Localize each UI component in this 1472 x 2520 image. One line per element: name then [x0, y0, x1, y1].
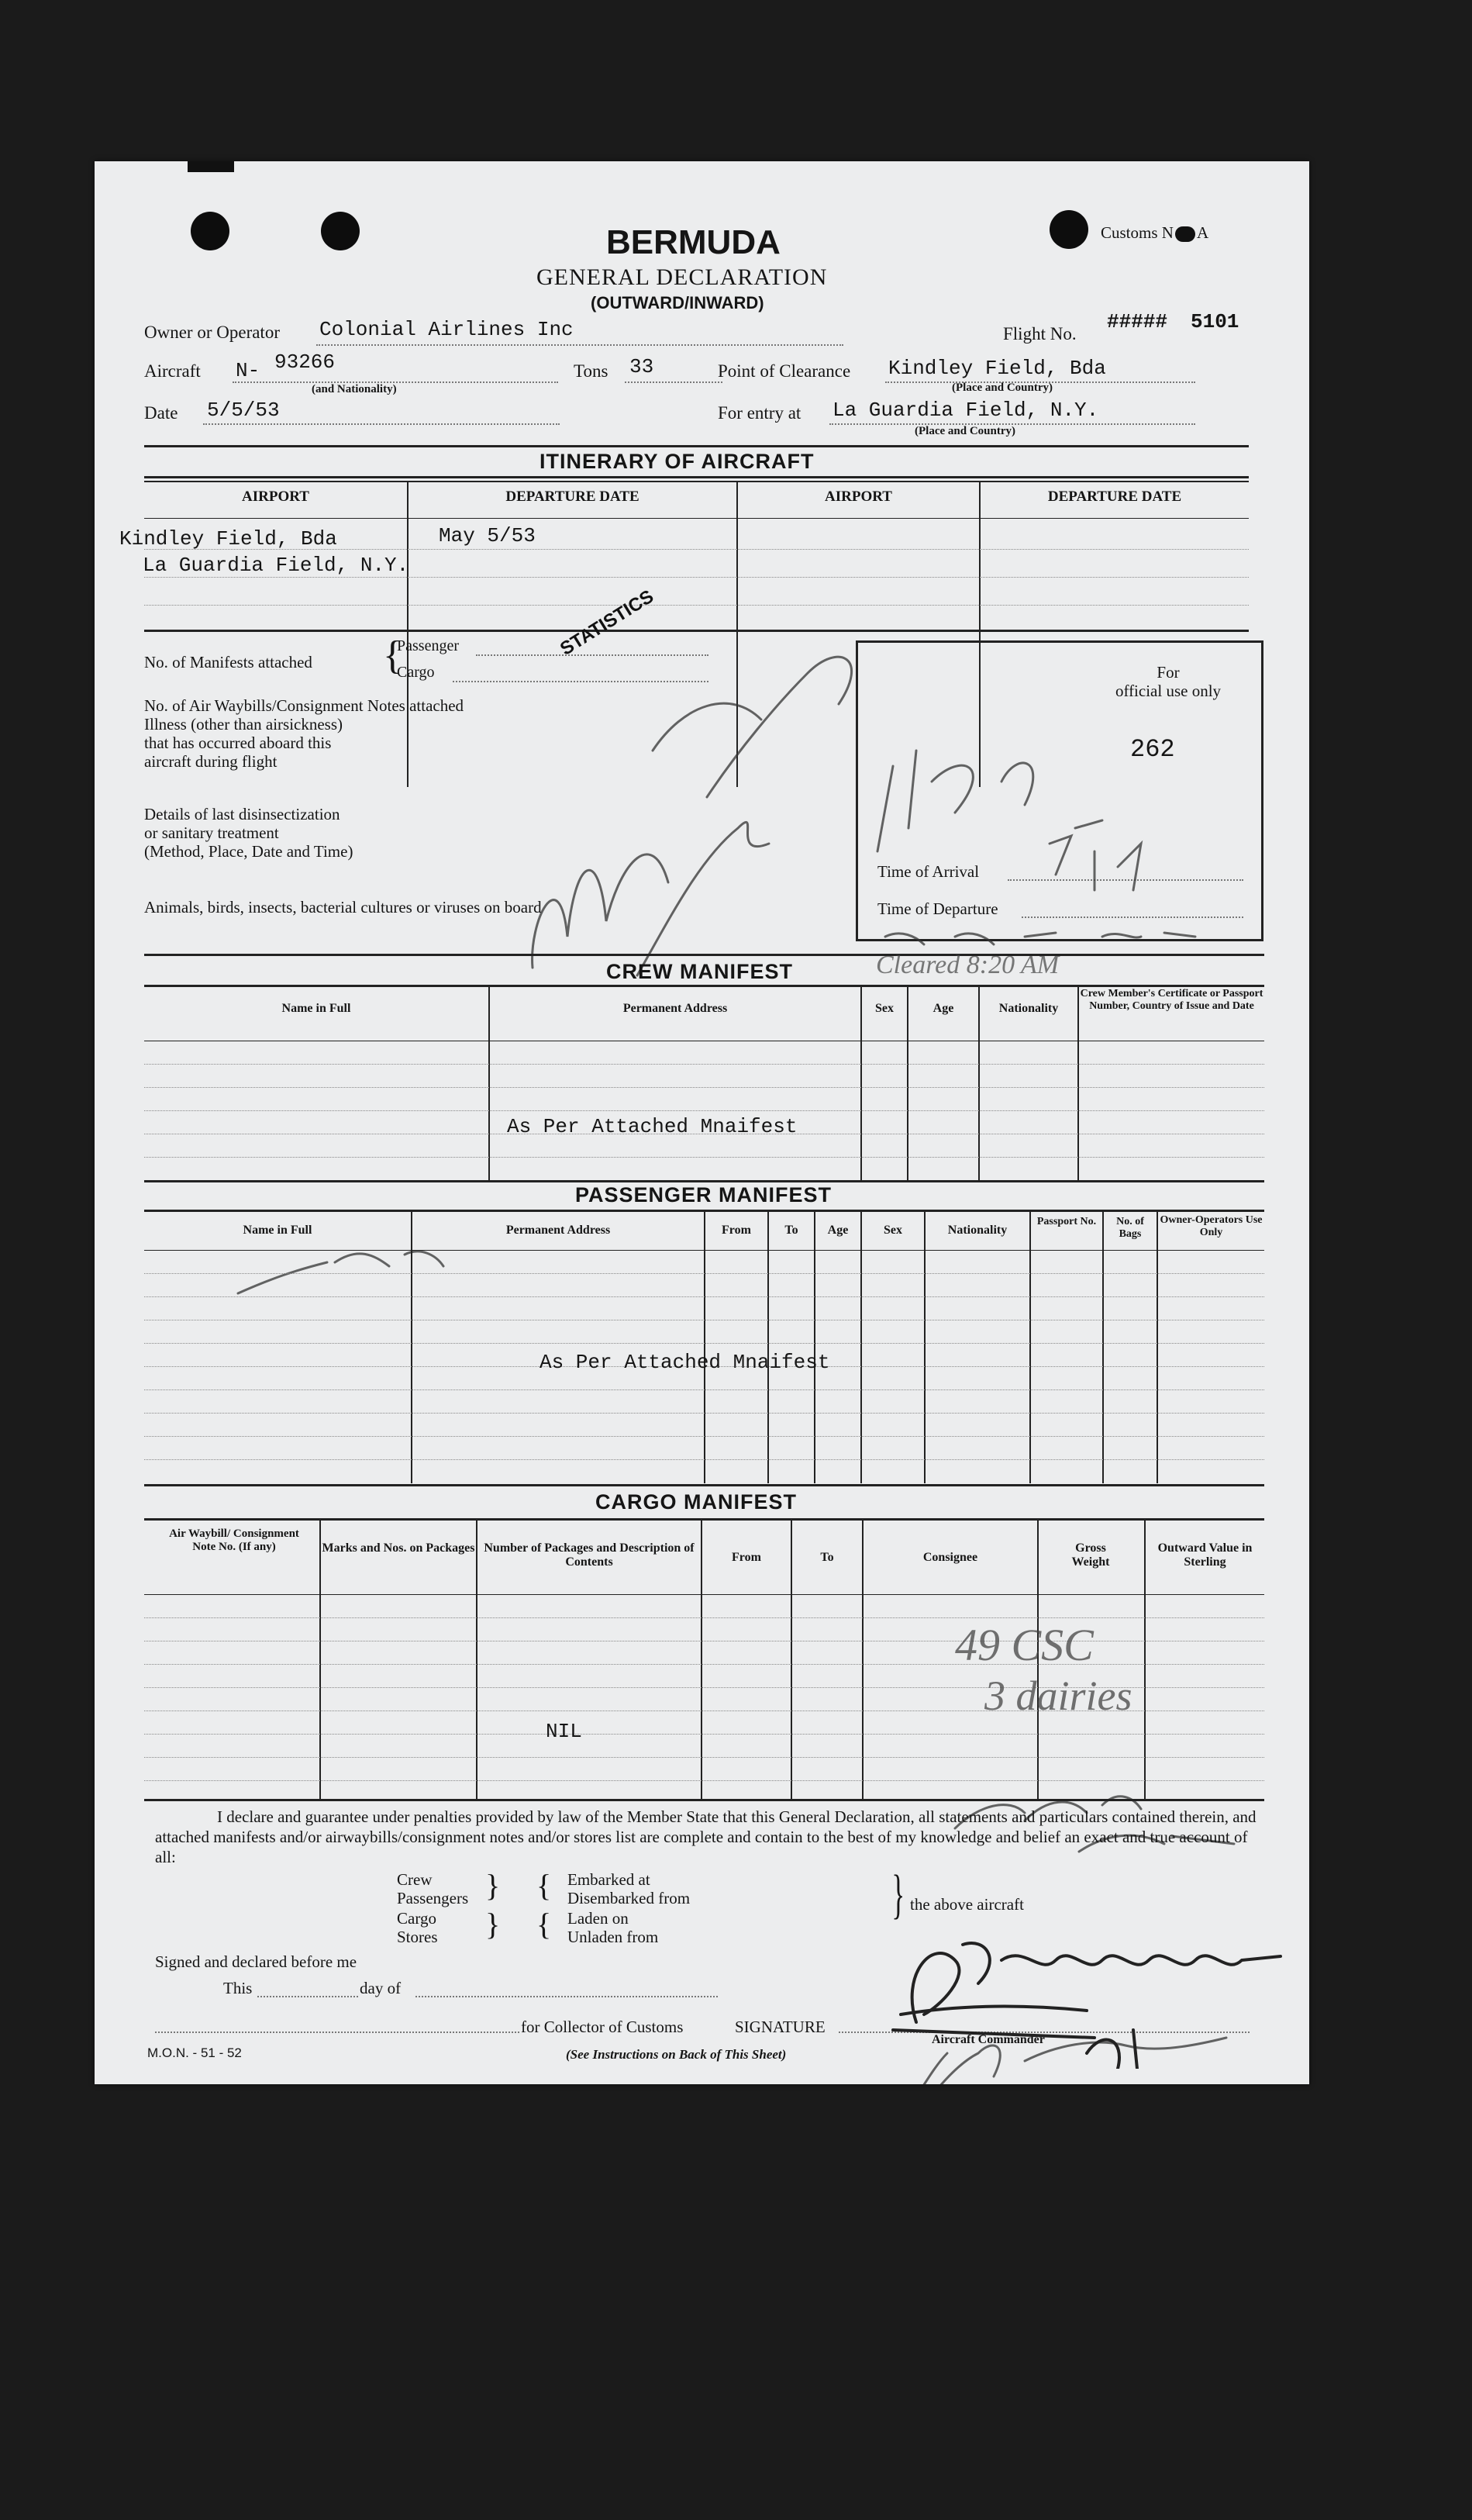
cargo-divider-1 [319, 1521, 321, 1800]
date-label: Date [144, 403, 178, 423]
decl-left-passengers: Passengers [397, 1889, 469, 1907]
cargo-col-description: Number of Packages and Description of Contents [484, 1541, 695, 1569]
this-label: This [223, 1979, 253, 1997]
departure-label: Time of Departure [877, 899, 998, 918]
itin-col-airport-2: AIRPORT [825, 488, 892, 505]
crew-divider-4 [978, 987, 980, 1181]
decl-right-laden: Laden on [567, 1909, 629, 1928]
departure-line [1022, 917, 1243, 918]
illness-label-2: that has occurred aboard this [144, 734, 332, 752]
cargo-rule-top [144, 1484, 1264, 1486]
cargo-hand-note-1: 49 CSC [955, 1620, 1094, 1670]
pax-col-age: Age [827, 1224, 849, 1237]
official-title-2: official use only [1115, 682, 1222, 700]
itin-row-1-date: May 5/53 [439, 524, 536, 547]
crew-rule-top [144, 954, 1264, 956]
decl-brace-1: } [485, 1868, 501, 1903]
pax-col-nationality: Nationality [947, 1224, 1008, 1237]
pax-head-rule [144, 1250, 1264, 1251]
official-title-1: For [1157, 663, 1180, 682]
decl-left-crew: Crew [397, 1870, 433, 1889]
form-title: BERMUDA [606, 223, 781, 261]
signature-label: SIGNATURE [735, 2018, 826, 2036]
pax-divider-2 [704, 1212, 705, 1483]
cargo-head-rule [144, 1594, 1264, 1595]
commander-label: Aircraft Commander [932, 2033, 1045, 2046]
passenger-count-line [476, 654, 708, 656]
illness-label-3: aircraft during flight [144, 752, 278, 771]
nationality-note: (and Nationality) [312, 383, 397, 395]
passenger-count-label: Passenger [397, 637, 459, 654]
clearance-place-note: (Place and Country) [952, 381, 1053, 394]
pax-divider-6 [924, 1212, 926, 1483]
pax-divider-9 [1157, 1212, 1158, 1483]
pax-divider-4 [814, 1212, 815, 1483]
arrival-line [1008, 879, 1243, 881]
flight-struck: ##### [1107, 310, 1168, 333]
decl-brace-2: } [485, 1907, 501, 1942]
pax-divider-3 [767, 1212, 769, 1483]
illness-label-1: Illness (other than airsickness) [144, 715, 343, 734]
tons-value: 33 [629, 355, 654, 378]
crew-col-certificate: Crew Member's Certificate or Passport Number, Country of Issue and Date [1080, 988, 1263, 1012]
cargo-col-marks: Marks and Nos. on Packages [322, 1541, 475, 1555]
signed-before-label: Signed and declared before me [155, 1952, 357, 1971]
pax-col-sex: Sex [884, 1224, 902, 1237]
pax-divider-1 [411, 1212, 412, 1483]
pax-divider-5 [860, 1212, 862, 1483]
form-subtitle: GENERAL DECLARATION [536, 264, 828, 290]
crew-col-sex: Sex [875, 1002, 894, 1015]
punch-hole-center [321, 212, 360, 250]
decl-right-unladen: Unladen from [567, 1928, 659, 1946]
cargo-count-label: Cargo [397, 664, 435, 681]
pax-col-from: From [722, 1224, 751, 1237]
aircraft-value: 93266 [274, 350, 336, 374]
passenger-title: PASSENGER MANIFEST [575, 1183, 833, 1206]
waybills-label: No. of Air Waybills/Consignment Notes attached [144, 696, 464, 715]
crew-col-name: Name in Full [281, 1002, 351, 1015]
crew-col-nationality: Nationality [998, 1002, 1059, 1015]
punch-hole-right [1050, 210, 1088, 249]
collector-label: for Collector of Customs [521, 2018, 684, 2036]
this-line [257, 1996, 358, 1997]
crew-divider-3 [907, 987, 908, 1181]
customs-label: Customs N A [1101, 223, 1209, 242]
aircraft-prefix: N- [236, 359, 260, 382]
cargo-col-waybill: Air Waybill/ Consignment Note No. (If any) [169, 1528, 299, 1553]
itin-row-2-airport: La Guardia Field, N.Y. [143, 554, 409, 577]
crew-col-age: Age [932, 1002, 954, 1015]
cargo-col-from: From [732, 1551, 761, 1564]
form-direction: (OUTWARD/INWARD) [591, 293, 764, 312]
itin-col-airport-1: AIRPORT [242, 488, 309, 505]
itinerary-rule-bottom [144, 630, 1249, 632]
pax-divider-8 [1102, 1212, 1104, 1483]
statistics-stamp: STATISTICS [557, 585, 658, 660]
cargo-col-consignee: Consignee [922, 1551, 978, 1564]
decl-brace-3: { [536, 1868, 552, 1903]
animals-label: Animals, birds, insects, bacterial cultures or viruses on board [144, 898, 542, 917]
decl-left-cargo: Cargo [397, 1909, 436, 1928]
aircraft-label: Aircraft [144, 361, 201, 381]
form-number: M.O.N. - 51 - 52 [147, 2045, 242, 2060]
collector-line [155, 2032, 519, 2033]
crew-divider-1 [488, 987, 490, 1181]
itinerary-title: ITINERARY OF AIRCRAFT [540, 450, 815, 473]
manifests-brace: { [383, 633, 402, 678]
itin-divider-2 [736, 481, 738, 787]
itinerary-rule [144, 476, 1249, 478]
pax-rule-top [144, 1180, 1264, 1182]
flight-label: Flight No. [1003, 324, 1077, 343]
itin-col-date-2: DEPARTURE DATE [1047, 488, 1182, 505]
tons-line [625, 381, 722, 383]
punch-hole-left [191, 212, 229, 250]
cargo-count-line [453, 681, 708, 682]
entry-place-note: (Place and Country) [915, 425, 1015, 437]
pax-col-name: Name in Full [243, 1224, 312, 1237]
pax-col-bags: No. of Bags [1116, 1216, 1144, 1240]
decl-right-embarked: Embarked at [567, 1870, 650, 1889]
disinsect-label-2: or sanitary treatment [144, 823, 279, 842]
date-value: 5/5/53 [207, 399, 280, 422]
manifests-label: No. of Manifests attached [144, 653, 312, 671]
crew-note: As Per Attached Mnaifest [507, 1115, 798, 1138]
decl-big-brace: } [891, 1865, 905, 1925]
passenger-note: As Per Attached Mnaifest [540, 1351, 830, 1374]
itin-divider-1 [407, 481, 409, 787]
crew-divider-5 [1077, 987, 1079, 1181]
disinsect-label-3: (Method, Place, Date and Time) [144, 842, 353, 861]
declaration-text: I declare and guarantee under penalties provided by law of the Member State that this General Declaration, all statements and particulars contained therein, and attached manifests and/or airwaybills/consignment notes and/or stores list are complete and contain to the best of my knowledge and belief an exact and true account of all: [155, 1807, 1257, 1866]
itin-row-1-airport: Kindley Field, Bda [119, 527, 337, 551]
entry-label: For entry at [718, 403, 801, 423]
pax-col-to: To [784, 1224, 798, 1237]
cleared-note: Cleared 8:20 AM [876, 951, 1060, 979]
pax-col-passport: Passport No. [1036, 1216, 1097, 1227]
decl-right-disembarked: Disembarked from [567, 1889, 691, 1907]
itin-head-rule [144, 518, 1249, 519]
crew-col-address: Permanent Address [622, 1002, 728, 1015]
crew-divider-2 [860, 987, 862, 1181]
day-of-line [415, 1996, 718, 1997]
tons-label: Tons [574, 361, 608, 381]
instructions-note: (See Instructions on Back of This Sheet) [566, 2047, 787, 2062]
decl-left-stores: Stores [397, 1928, 438, 1946]
cargo-col-weight: Gross Weight [1071, 1541, 1110, 1569]
itinerary-rule-top [144, 445, 1249, 447]
decl-brace-4: { [536, 1907, 552, 1942]
pax-col-address: Permanent Address [505, 1224, 611, 1237]
clearance-value: Kindley Field, Bda [888, 357, 1106, 380]
cargo-rule-bottom [144, 1799, 1264, 1801]
day-of-label: day of [360, 1979, 402, 1997]
itinerary-rule2 [144, 481, 1249, 482]
entry-value: La Guardia Field, N.Y. [833, 399, 1099, 422]
disinsect-label-1: Details of last disinsectization [144, 805, 340, 823]
cargo-value: NIL [546, 1720, 582, 1743]
crew-title: CREW MANIFEST [606, 960, 793, 983]
declaration-form [95, 161, 1309, 2084]
itin-col-date-1: DEPARTURE DATE [505, 488, 639, 505]
official-number: 262 [1130, 735, 1175, 764]
arrival-label: Time of Arrival [877, 862, 980, 881]
cargo-rule [144, 1518, 1264, 1521]
cargo-col-to: To [820, 1551, 834, 1564]
owner-line [316, 344, 843, 346]
owner-label: Owner or Operator [144, 323, 280, 342]
cargo-col-value: Outward Value in Sterling [1157, 1541, 1253, 1569]
cargo-title: CARGO MANIFEST [595, 1490, 797, 1514]
cargo-hand-note-2: 3 dairies [984, 1673, 1132, 1719]
owner-value: Colonial Airlines Inc [319, 318, 574, 341]
torn-mark [188, 161, 234, 172]
flight-value: 5101 [1191, 310, 1239, 333]
crew-rule [144, 985, 1264, 987]
pax-col-owner-use: Owner-Operators Use Only [1160, 1214, 1263, 1238]
pax-divider-7 [1029, 1212, 1031, 1483]
date-line [203, 423, 560, 425]
above-aircraft-label: the above aircraft [910, 1895, 1024, 1914]
clearance-label: Point of Clearance [718, 361, 851, 381]
